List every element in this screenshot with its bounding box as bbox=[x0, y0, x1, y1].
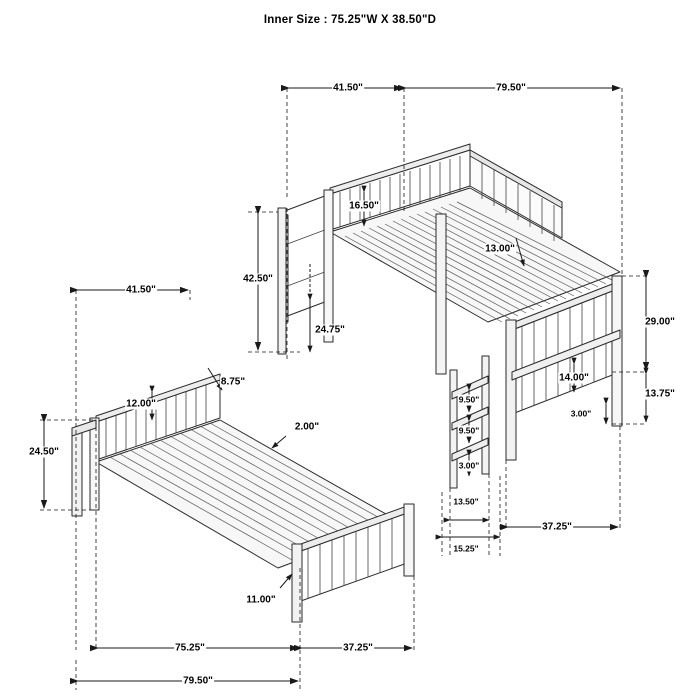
dimension-label-foot-rail: 14.00" bbox=[559, 372, 589, 384]
dimension-label-right-leg-3: 3.00" bbox=[570, 408, 592, 419]
dimension-label-ladder-step-1: 9.50" bbox=[458, 394, 480, 405]
dimension-label-top-width-left: 41.50" bbox=[333, 82, 363, 94]
dimension-label-bottom-total: 79.50" bbox=[183, 675, 213, 687]
dimension-label-total-height: 42.50" bbox=[243, 273, 273, 285]
page-title: Inner Size : 75.25"W X 38.50"D bbox=[263, 14, 437, 26]
dimension-label-ladder-width: 13.50" bbox=[453, 496, 479, 507]
dimension-label-bottom-length: 75.25" bbox=[175, 642, 205, 654]
dimension-label-lower-bed-width: 41.50" bbox=[126, 284, 156, 296]
dimension-label-top-width-right: 79.50" bbox=[496, 82, 526, 94]
dimension-label-ladder-step-2: 9.50" bbox=[458, 425, 480, 436]
dimension-label-top-slat-height: 13.00" bbox=[485, 243, 515, 255]
dimension-label-lower-rail-12: 12.00" bbox=[126, 398, 156, 410]
dimension-label-slat-gap: 2.00" bbox=[294, 421, 320, 433]
dimension-label-right-foot-depth: 37.25" bbox=[542, 521, 572, 533]
dimension-label-lower-foot: 11.00" bbox=[246, 594, 276, 606]
dimension-label-lower-left-height: 24.50" bbox=[29, 446, 59, 458]
dimension-label-bottom-depth: 37.25" bbox=[343, 642, 373, 654]
dimension-label-upper-clearance: 24.75" bbox=[315, 324, 345, 336]
dimension-label-right-height: 29.00" bbox=[645, 316, 675, 328]
dimension-label-right-lower: 13.75" bbox=[645, 388, 675, 400]
dimension-label-top-rail-height: 16.50" bbox=[349, 200, 379, 212]
dimension-label-lower-headboard: 8.75" bbox=[220, 376, 246, 388]
dimension-label-ladder-bottom: 3.00" bbox=[458, 460, 480, 471]
dimension-label-ladder-outer-width: 15.25" bbox=[453, 543, 479, 554]
